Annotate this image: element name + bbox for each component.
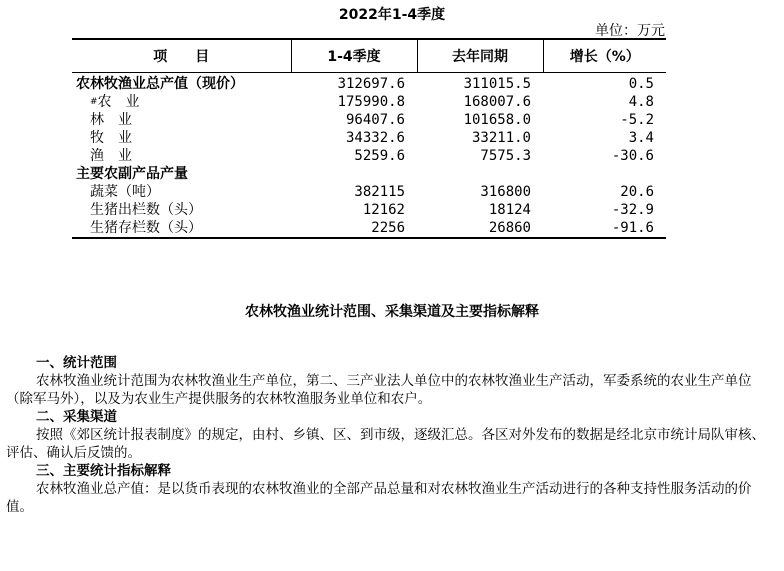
row-growth-value bbox=[543, 219, 666, 238]
table-header-row bbox=[72, 39, 666, 73]
row-item-label-text: 牧 业 bbox=[90, 130, 132, 146]
row-period-value-text: 5259.6 bbox=[354, 148, 405, 164]
row-period-value bbox=[291, 129, 417, 147]
row-period-value-text: 96407.6 bbox=[345, 112, 405, 128]
row-last-year-value-text: 26860 bbox=[488, 220, 531, 236]
table-row bbox=[72, 201, 666, 219]
row-last-year-value bbox=[417, 129, 543, 147]
table-row bbox=[72, 165, 666, 183]
row-period-value bbox=[291, 147, 417, 165]
row-growth-value bbox=[543, 129, 666, 147]
row-period-value-text: 175990.8 bbox=[337, 94, 405, 110]
row-last-year-value-text: 316800 bbox=[480, 184, 531, 200]
row-growth-value-text: 3.4 bbox=[628, 130, 654, 146]
column-header-period: 1-4季度 bbox=[291, 39, 417, 73]
table-row bbox=[72, 147, 666, 165]
row-growth-value-text: 4.8 bbox=[628, 94, 654, 110]
row-last-year-value-text: 7575.3 bbox=[480, 148, 531, 164]
channel-heading: 二、采集渠道 bbox=[36, 409, 117, 425]
footnote-mark: # bbox=[90, 97, 98, 107]
notes-section bbox=[6, 354, 774, 516]
row-item-label bbox=[72, 219, 291, 238]
row-item-label bbox=[72, 111, 291, 129]
row-period-value bbox=[291, 111, 417, 129]
row-item-label-text: 主要农副产品产量 bbox=[76, 166, 188, 182]
row-growth-value bbox=[543, 183, 666, 201]
row-growth-value bbox=[543, 147, 666, 165]
row-item-label-text: 生猪出栏数（头） bbox=[90, 202, 202, 218]
row-growth-value-text: -91.6 bbox=[611, 220, 654, 236]
row-period-value bbox=[291, 93, 417, 111]
row-last-year-value bbox=[417, 93, 543, 111]
column-header-item: 项 目 bbox=[72, 39, 291, 73]
unit-label: 单位：万元 bbox=[595, 23, 665, 39]
indicator-heading: 三、主要统计指标解释 bbox=[36, 463, 171, 479]
scope-heading: 一、统计范围 bbox=[36, 355, 117, 371]
row-last-year-value bbox=[417, 111, 543, 129]
row-last-year-value-text: 101658.0 bbox=[463, 112, 531, 128]
table-row bbox=[72, 73, 666, 94]
row-growth-value bbox=[543, 165, 666, 183]
row-item-label bbox=[72, 183, 291, 201]
table-row bbox=[72, 111, 666, 129]
row-period-value bbox=[291, 219, 417, 238]
statistics-table bbox=[72, 38, 666, 239]
row-period-value-text: 12162 bbox=[362, 202, 405, 218]
row-period-value-text: 312697.6 bbox=[337, 76, 405, 92]
row-last-year-value bbox=[417, 201, 543, 219]
row-last-year-value bbox=[417, 73, 543, 94]
row-item-label-text: 农林牧渔业总产值（现价） bbox=[76, 76, 244, 92]
column-header-last-year: 去年同期 bbox=[417, 39, 543, 73]
row-growth-value-text: -30.6 bbox=[611, 148, 654, 164]
row-item-label-text: 蔬菜（吨） bbox=[90, 184, 160, 200]
row-period-value-text: 2256 bbox=[371, 220, 405, 236]
row-item-label bbox=[72, 147, 291, 165]
row-growth-value bbox=[543, 201, 666, 219]
indicator-paragraph: 农林牧渔业总产值：是以货币表现的农林牧渔业的全部产品总量和对农林牧渔业生产活动进行的各种支持性服务活动的价值。 bbox=[6, 481, 752, 515]
scope-paragraph: 农林牧渔业统计范围为农林牧渔业生产单位，第二、三产业法人单位中的农林牧渔业生产活动，军委系统的农业生产单位（除军马外），以及为农业生产提供服务的农林牧渔服务业单位和农户。 bbox=[6, 373, 752, 407]
row-growth-value-text: -32.9 bbox=[611, 202, 654, 218]
row-item-label bbox=[72, 165, 291, 183]
channel-paragraph: 按照《郊区统计报表制度》的规定，由村、乡镇、区、到市级，逐级汇总。各区对外发布的数据是经北京市统计局队审核、评估、确认后反馈的。 bbox=[6, 427, 765, 461]
column-header-growth: 增长（%） bbox=[543, 39, 666, 73]
row-item-label-text: 渔 业 bbox=[90, 148, 132, 164]
row-growth-value-text: 0.5 bbox=[628, 76, 654, 92]
row-item-label bbox=[72, 129, 291, 147]
row-last-year-value bbox=[417, 219, 543, 238]
row-growth-value-text: 20.6 bbox=[620, 184, 654, 200]
row-item-label-text: 生猪存栏数（头） bbox=[90, 220, 202, 236]
report-title: 2022年1-4季度 bbox=[338, 7, 446, 23]
row-last-year-value-text: 311015.5 bbox=[463, 76, 531, 92]
table-row bbox=[72, 219, 666, 238]
row-growth-value bbox=[543, 111, 666, 129]
row-period-value bbox=[291, 201, 417, 219]
row-item-label-text: 农 业 bbox=[97, 94, 140, 110]
row-last-year-value-text: 33211.0 bbox=[471, 130, 531, 146]
row-period-value bbox=[291, 165, 417, 183]
row-last-year-value bbox=[417, 147, 543, 165]
row-growth-value bbox=[543, 73, 666, 94]
row-period-value-text: 382115 bbox=[354, 184, 405, 200]
section-title: 农林牧渔业统计范围、采集渠道及主要指标解释 bbox=[245, 304, 539, 320]
table-row bbox=[72, 93, 666, 111]
row-last-year-value bbox=[417, 183, 543, 201]
row-item-label bbox=[72, 201, 291, 219]
row-item-label bbox=[72, 73, 291, 94]
row-last-year-value-text: 168007.6 bbox=[463, 94, 531, 110]
table-row bbox=[72, 183, 666, 201]
row-period-value-text: 34332.6 bbox=[345, 130, 405, 146]
row-growth-value-text: -5.2 bbox=[620, 112, 654, 128]
row-period-value bbox=[291, 73, 417, 94]
row-item-label bbox=[72, 93, 291, 111]
row-last-year-value-text: 18124 bbox=[488, 202, 531, 218]
row-item-label-text: 林 业 bbox=[90, 112, 132, 128]
row-growth-value bbox=[543, 93, 666, 111]
row-last-year-value bbox=[417, 165, 543, 183]
row-period-value bbox=[291, 183, 417, 201]
table-row bbox=[72, 129, 666, 147]
